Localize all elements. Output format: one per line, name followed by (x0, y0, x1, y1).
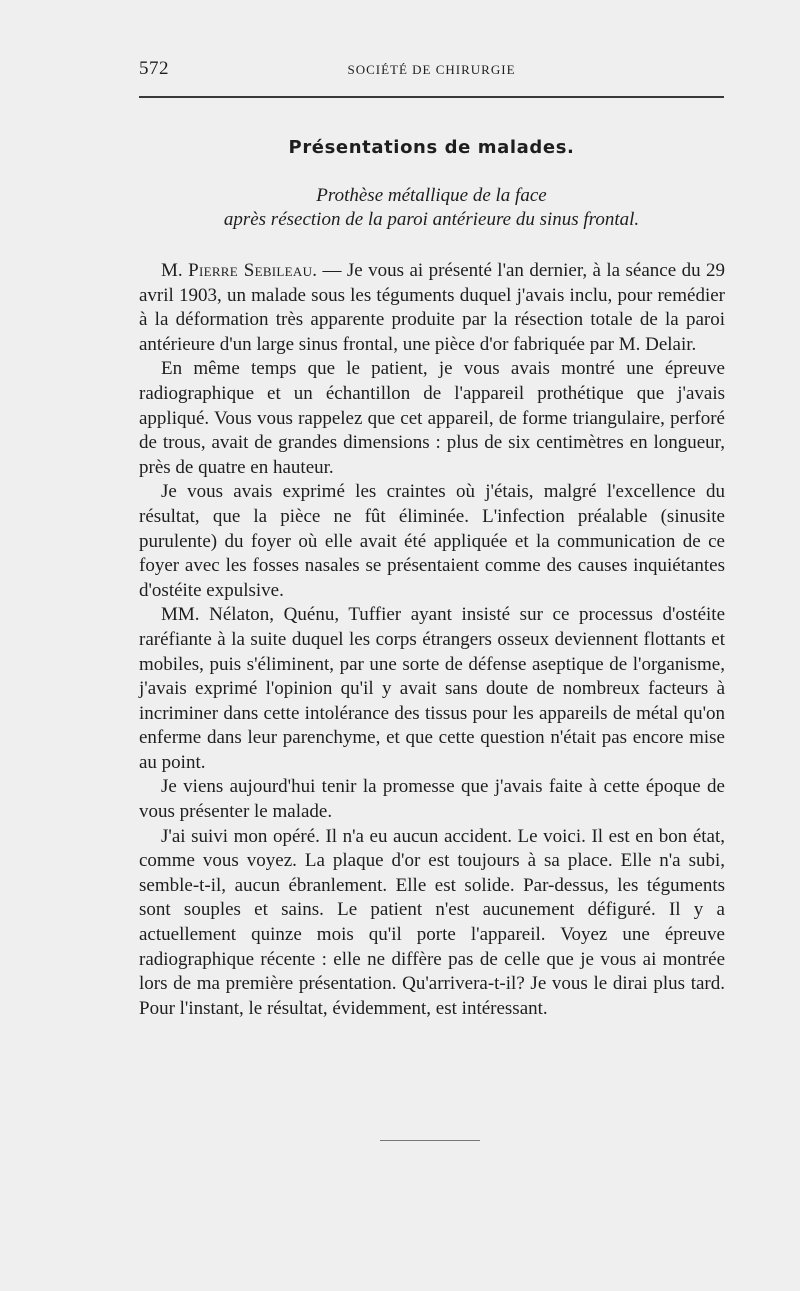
section-title: Présentations de malades. (288, 137, 575, 158)
paragraph-2: En même temps que le patient, je vous avais montré une épreuve radiographique et un échantillon de l'appareil prothétique que j'avais appliqué. Vous vous rappelez que cet appareil, de forme triangulaire, perforé de trous, avait de grandes dimensions : plus de six centimètres en longueur, près de quatre en hauteur. (139, 358, 725, 478)
running-title: SOCIÉTÉ DE CHIRURGIE (347, 62, 516, 77)
speaker-name: Pierre Sebileau (188, 260, 313, 281)
paragraph-4: MM. Nélaton, Quénu, Tuffier ayant insisté sur ce processus d'ostéite raréfiante à la suite duquel les corps étrangers osseux deviennent flottants et mobiles, puis s'éliminent, par une sorte de défense aseptique de l'organisme, j'avais exprimé l'opinion qu'il y avait sans doute de nombreux facteurs à incriminer dans cette intolérance des tissus pour les appareils de métal qu'on enferme dans leur parenchyme, et que cette question n'était pas encore mise au point. (139, 604, 725, 773)
body-text (139, 259, 725, 1021)
paragraph-1 (139, 259, 725, 357)
subtitle-line-2: après résection de la paroi antérieure du sinus frontal. (223, 209, 640, 230)
article-subtitle (139, 184, 724, 232)
end-of-section-rule (380, 1140, 480, 1141)
header-rule (139, 96, 724, 98)
paragraph-6: J'ai suivi mon opéré. Il n'a eu aucun accident. Le voici. Il est en bon état, comme vous voyez. La plaque d'or est toujours à sa place. Elle n'a subi, semble-t-il, aucun ébranlement. Elle est solide. Par-dessus, les téguments sont souples et sains. Le patient n'est aucunement défiguré. Il y a actuellement quinze mois qu'il porte l'appareil. Voyez une épreuve radiographique récente : elle ne diffère pas de celle que je vous ai montrée lors de ma première présentation. Qu'arrivera-t-il? Je vous le dirai plus tard. Pour l'instant, le résultat, évidemment, est intéressant. (139, 825, 725, 1019)
subtitle-line-1: Prothèse métallique de la face (316, 185, 547, 206)
page-header (139, 58, 724, 82)
speaker-prefix: M. (161, 260, 189, 281)
page-number: 572 (139, 58, 169, 79)
paragraph-1-text: . — Je vous ai présenté l'an dernier, à la séance du 29 avril 1903, un malade sous les téguments duquel j'avais inclu, pour remédier à la déformation très apparente produite par la résection totale de la paroi antérieure d'un large sinus frontal, une pièce d'or fabriquée par M. Delair. (139, 260, 725, 355)
paragraph-5: Je viens aujourd'hui tenir la promesse que j'avais faite à cette époque de vous présenter le malade. (139, 776, 725, 823)
paragraph-3: Je vous avais exprimé les craintes où j'étais, malgré l'excellence du résultat, que la pièce ne fût éliminée. L'infection préalable (sinusite purulente) du foyer où elle avait été appliquée et la communication de ce foyer avec les fosses nasales se présentaient comme des causes inquiétantes d'ostéite expulsive. (139, 481, 725, 601)
